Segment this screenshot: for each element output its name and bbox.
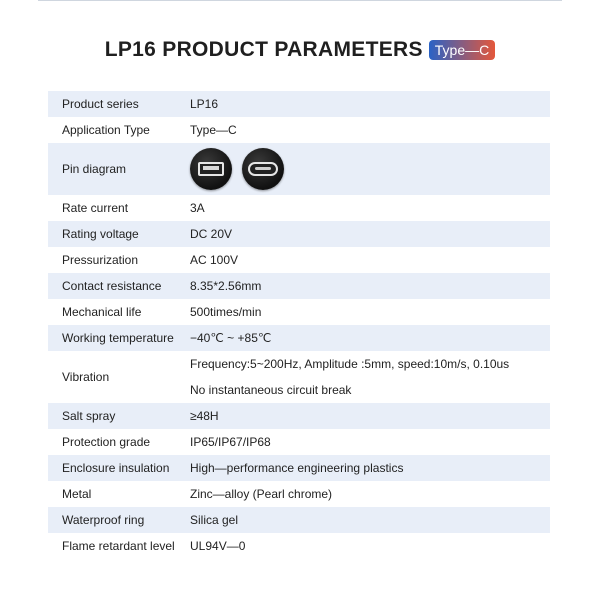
param-value: 3A (190, 201, 205, 215)
param-value: ≥48H (190, 409, 219, 423)
table-row (48, 143, 550, 195)
param-value: −40℃ ~ +85℃ (190, 331, 272, 345)
table-row (48, 455, 550, 481)
param-value: DC 20V (190, 227, 233, 241)
param-label: Vibration (62, 370, 110, 384)
parameters-table (48, 91, 550, 559)
param-value: Silica gel (190, 513, 239, 527)
param-label: Product series (62, 97, 139, 111)
table-row (48, 325, 550, 351)
param-value: AC 100V (190, 253, 239, 267)
param-label: Salt spray (62, 409, 116, 423)
param-label: Rating voltage (62, 227, 139, 241)
param-label: Pressurization (62, 253, 139, 267)
param-value: Zinc—alloy (Pearl chrome) (190, 487, 333, 501)
table-row (48, 299, 550, 325)
param-value: High—performance engineering plastics (190, 461, 404, 475)
param-value: LP16 (190, 97, 219, 111)
param-label: Mechanical life (62, 305, 142, 319)
param-value: 500times/min (190, 305, 262, 319)
table-row (48, 91, 550, 117)
table-row (48, 507, 550, 533)
table-row (48, 247, 550, 273)
table-row (48, 429, 550, 455)
param-label: Enclosure insulation (62, 461, 170, 475)
table-row (48, 403, 550, 429)
param-label: Protection grade (62, 435, 151, 449)
top-divider (38, 0, 562, 1)
title-row (0, 38, 600, 62)
param-label: Rate current (62, 201, 129, 215)
vibration-line-1: Frequency:5~200Hz, Amplitude :5mm, speed:10m/s, 0.10us (190, 357, 510, 371)
param-label: Waterproof ring (62, 513, 145, 527)
table-row (48, 351, 550, 403)
param-label: Metal (62, 487, 92, 501)
param-label: Pin diagram (62, 162, 127, 176)
vibration-line-2: No instantaneous circuit break (190, 383, 352, 397)
param-value (190, 351, 550, 403)
param-value: UL94V—0 (190, 539, 246, 553)
table-row (48, 533, 550, 559)
page-title: LP16 PRODUCT PARAMETERS (104, 38, 423, 61)
param-label: Working temperature (62, 331, 174, 345)
param-label: Application Type (62, 123, 150, 137)
usb-c-port-icon (242, 148, 284, 190)
param-value: 8.35*2.56mm (190, 279, 262, 293)
table-row (48, 221, 550, 247)
type-badge: Type—C (429, 40, 495, 60)
param-value: IP65/IP67/IP68 (190, 435, 271, 449)
usb-a-port-icon (190, 148, 232, 190)
pin-diagram (190, 148, 550, 190)
param-value (190, 143, 550, 195)
table-row (48, 273, 550, 299)
param-label: Contact resistance (62, 279, 162, 293)
table-row (48, 481, 550, 507)
param-label: Flame retardant level (62, 539, 175, 553)
param-value: Type—C (190, 123, 237, 137)
table-row (48, 195, 550, 221)
table-row (48, 117, 550, 143)
